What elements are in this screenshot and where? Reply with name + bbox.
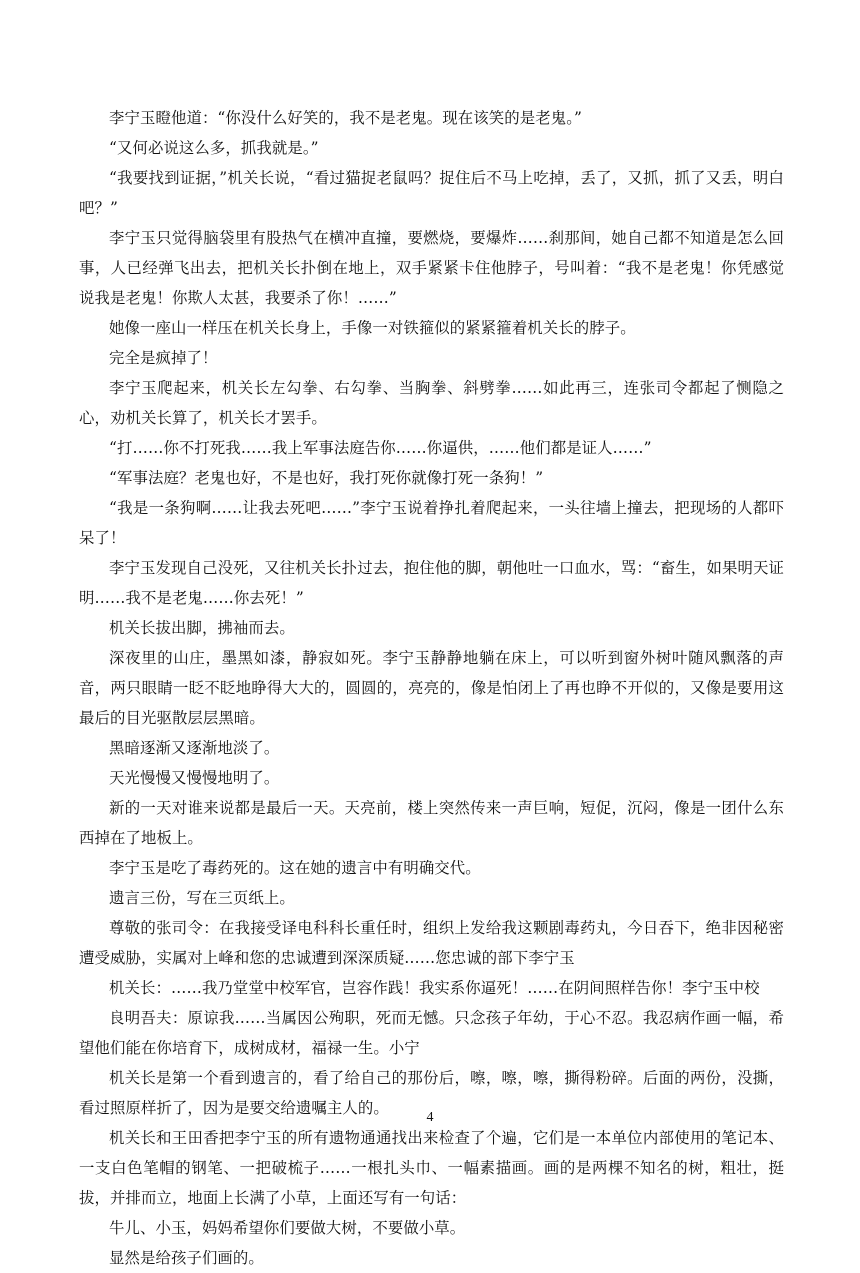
paragraph: 她像一座山一样压在机关长身上，手像一对铁箍似的紧紧箍着机关长的脖子。 — [109, 319, 636, 337]
page-number: 4 — [426, 1110, 434, 1125]
paragraph: “又何必说这么多，抓我就是。” — [109, 139, 319, 157]
paragraph: 尊敬的张司令：在我接受译电科科长重任时，组织上发给我这颗剧毒药丸，今日吞下，绝非因秘密遭受威胁，实属对上峰和您的忠诚遭到深深质疑……您忠诚的部下李宁玉 — [79, 919, 784, 967]
paragraph: “打……你不打死我……我上军事法庭告你……你逼供，……他们都是证人……” — [109, 439, 652, 457]
paragraph: 李宁玉是吃了毒药死的。这在她的遗言中有明确交代。 — [109, 859, 481, 877]
paragraph: 遗言三份，写在三页纸上。 — [109, 889, 295, 907]
paragraph: 新的一天对谁来说都是最后一天。天亮前，楼上突然传来一声巨响，短促，沉闷，像是一团什么东西掉在了地板上。 — [79, 799, 784, 847]
paragraph: 机关长和王田香把李宁玉的所有遗物通通找出来检查了个遍，它们是一本单位内部使用的笔记本、一支白色笔帽的钢笔、一把破梳子……一根扎头巾、一幅素描画。画的是两棵不知名的树，粗壮，挺拔，并排而立，地面上长满了小草，上面还写有一句话： — [79, 1129, 784, 1207]
paragraph: 机关长拔出脚，拂袖而去。 — [109, 619, 295, 637]
paragraph: 牛儿、小玉，妈妈希望你们要做大树，不要做小草。 — [109, 1219, 466, 1237]
paragraph: 黑暗逐渐又逐渐地淡了。 — [109, 739, 280, 757]
paragraph: 完全是疯掉了！ — [109, 349, 218, 367]
paragraph: 李宁玉瞪他道：“你没什么好笑的，我不是老鬼。现在该笑的是老鬼。” — [109, 109, 582, 127]
document-body — [79, 103, 784, 1273]
paragraph: 机关长是第一个看到遗言的，看了给自己的那份后，嚓，嚓，嚓，撕得粉碎。后面的两份，没撕，看过照原样折了，因为是要交给遗嘱主人的。 — [79, 1069, 784, 1117]
paragraph: “我要找到证据，”机关长说，“看过猫捉老鼠吗？捉住后不马上吃掉，丢了，又抓，抓了又丢，明白吧？” — [79, 169, 784, 217]
paragraph: “我是一条狗啊……让我去死吧……”李宁玉说着挣扎着爬起来，一头往墙上撞去，把现场的人都吓呆了！ — [79, 499, 784, 547]
paragraph: 机关长：……我乃堂堂中校军官，岂容作践！我实系你逼死！……在阴间照样告你！李宁玉中校 — [109, 979, 760, 997]
paragraph: 良明吾夫：原谅我……当属因公殉职，死而无憾。只念孩子年幼，于心不忍。我忍病作画一幅，希望他们能在你培育下，成树成材，福禄一生。小宁 — [79, 1009, 784, 1057]
paragraph: 显然是给孩子们画的。 — [109, 1249, 264, 1267]
paragraph: 天光慢慢又慢慢地明了。 — [109, 769, 280, 787]
paragraph: 李宁玉发现自己没死，又往机关长扑过去，抱住他的脚，朝他吐一口血水，骂：“畜生，如果明天证明……我不是老鬼……你去死！” — [79, 559, 784, 607]
paragraph: 深夜里的山庄，墨黑如漆，静寂如死。李宁玉静静地躺在床上，可以听到窗外树叶随风飘落的声音，两只眼睛一眨不眨地睁得大大的，圆圆的，亮亮的，像是怕闭上了再也睁不开似的，又像是要用这最后的目光驱散层层黑暗。 — [79, 649, 784, 727]
paragraph: “军事法庭？老鬼也好，不是也好，我打死你就像打死一条狗！” — [109, 469, 544, 487]
paragraph: 李宁玉爬起来，机关长左勾拳、右勾拳、当胸拳、斜劈拳……如此再三，连张司令都起了恻隐之心，劝机关长算了，机关长才罢手。 — [79, 379, 784, 427]
paragraph: 李宁玉只觉得脑袋里有股热气在横冲直撞，要燃烧，要爆炸……刹那间，她自己都不知道是怎么回事，人已经弹飞出去，把机关长扑倒在地上，双手紧紧卡住他脖子，号叫着：“我不是老鬼！你凭感觉说我是老鬼！你欺人太甚，我要杀了你！……” — [79, 229, 784, 307]
